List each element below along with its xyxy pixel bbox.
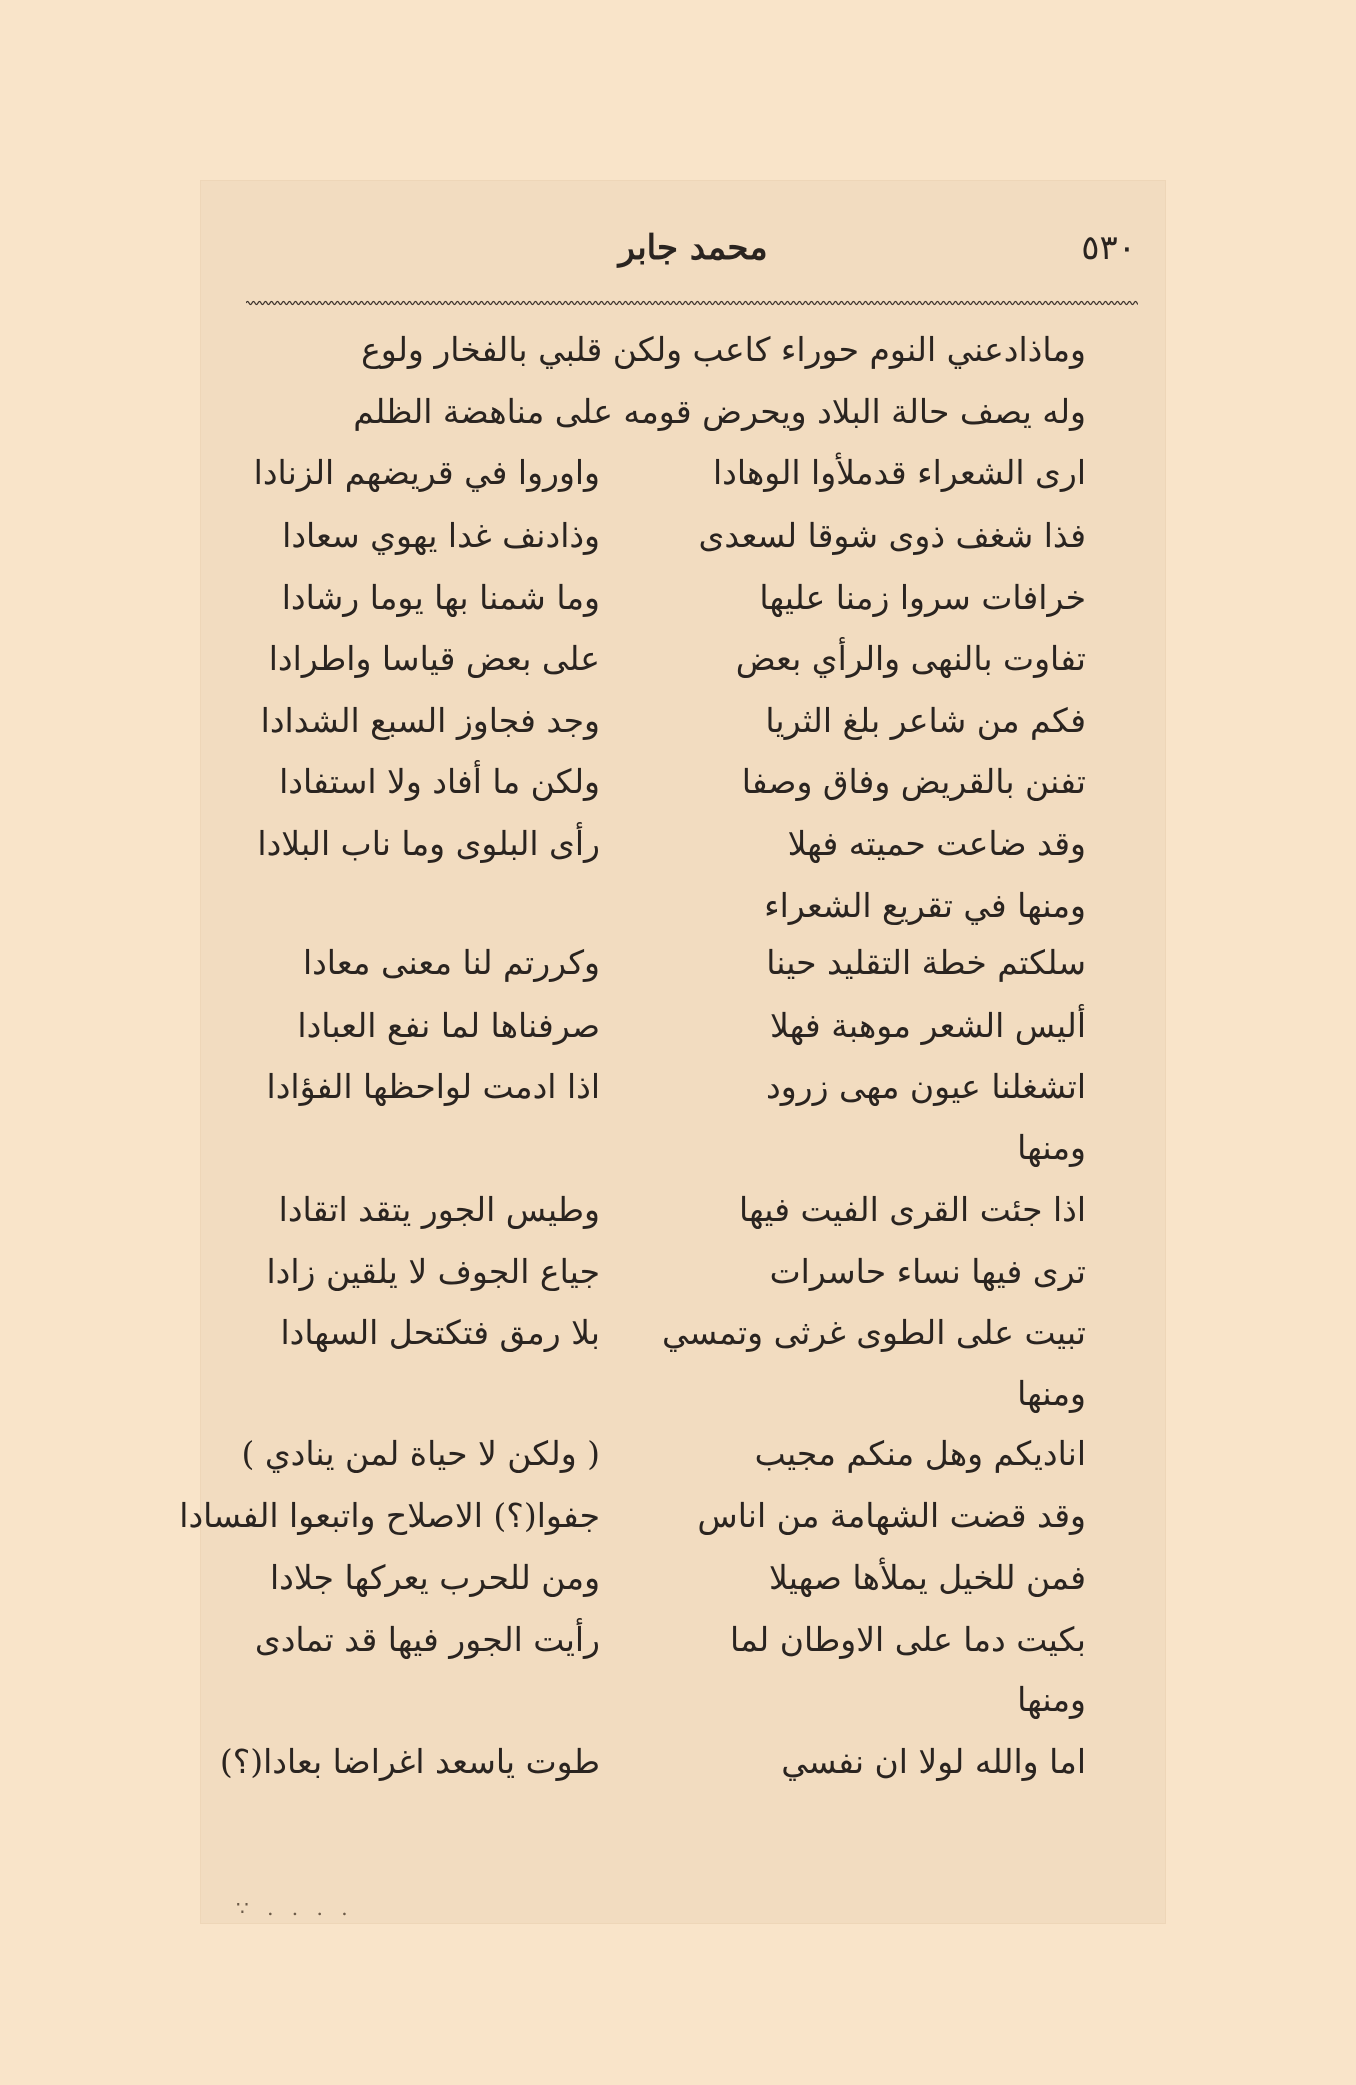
second-hemistich: وكررتم لنا معنى معادا: [302, 943, 600, 982]
full-line: [260, 320, 1086, 380]
section-heading: [260, 876, 1086, 936]
verse-line: [257, 814, 1086, 874]
first-hemistich: وقد قضت الشهامة من اناس: [697, 1496, 1086, 1535]
first-hemistich: سلكتم خطة التقليد حينا: [766, 943, 1086, 982]
second-hemistich: ( ولكن لا حياة لمن ينادي ): [241, 1434, 600, 1473]
verse-line: [241, 1424, 1086, 1484]
second-hemistich: رأيت الجور فيها قد تمادى: [254, 1620, 600, 1659]
verse-line: [260, 1242, 1086, 1302]
verse-line: [260, 629, 1086, 689]
book-page: [179, 180, 1166, 1924]
second-hemistich: وطيس الجور يتقد اتقادا: [278, 1190, 600, 1229]
section-heading: [260, 382, 1086, 442]
first-hemistich: اناديكم وهل منكم مجيب: [754, 1434, 1086, 1473]
first-hemistich: اذا جئت القرى الفيت فيها: [739, 1190, 1086, 1229]
verse-line: [260, 1180, 1086, 1240]
page-header: [250, 228, 1136, 278]
wavy-line: [246, 302, 1138, 305]
second-hemistich: بلا رمق فتكتحل السهادا: [280, 1313, 600, 1352]
verse-line: [260, 996, 1086, 1056]
second-hemistich: جياع الجوف لا يلقين زادا: [266, 1252, 600, 1291]
page-foot-mark: ∵ . . . .: [236, 1896, 354, 1920]
first-hemistich: ترى فيها نساء حاسرات: [769, 1252, 1086, 1291]
first-hemistich: اما والله لولا ان نفسي: [781, 1742, 1086, 1781]
section-heading: [260, 1118, 1086, 1178]
first-hemistich: تبيت على الطوى غرثى وتمسي: [661, 1313, 1086, 1352]
wavy-divider: [246, 298, 1138, 308]
line-text: وماذادعني النوم حوراء كاعب ولكن قلبي بالفخار ولوع: [361, 330, 1086, 369]
first-hemistich: تفنن بالقريض وفاق وصفا: [741, 762, 1086, 801]
heading-text: وله يصف حالة البلاد ويحرض قومه على مناهضة الظلم: [353, 392, 1086, 431]
second-hemistich: واوروا في قريضهم الزنادا: [253, 453, 600, 492]
first-hemistich: خرافات سروا زمنا عليها: [759, 578, 1086, 617]
verse-line: [253, 443, 1086, 503]
verse-line: [260, 1057, 1086, 1117]
second-hemistich: صرفناها لما نفع العبادا: [297, 1006, 600, 1045]
second-hemistich: ومن للحرب يعركها جلادا: [270, 1558, 600, 1597]
first-hemistich: تفاوت بالنهى والرأي بعض: [735, 639, 1086, 678]
second-hemistich: ولكن ما أفاد ولا استفادا: [279, 762, 600, 801]
first-hemistich: فذا شغف ذوى شوقا لسعدى: [698, 516, 1086, 555]
section-heading: [260, 1364, 1086, 1424]
second-hemistich: رأى البلوى وما ناب البلادا: [257, 824, 600, 863]
first-hemistich: أليس الشعر موهبة فهلا: [770, 1006, 1086, 1045]
verse-line: [260, 933, 1086, 993]
page-number: ٥٣٠: [1081, 228, 1136, 268]
verse-line: [260, 1548, 1086, 1608]
verse-line: [260, 568, 1086, 628]
first-hemistich: بكيت دما على الاوطان لما: [730, 1620, 1086, 1659]
section-heading: [260, 1670, 1086, 1730]
verse-line: [219, 1732, 1086, 1792]
second-hemistich: طوت ياسعد اغراضا بعادا(؟): [219, 1742, 600, 1781]
verse-line: [260, 1303, 1086, 1363]
second-hemistich: على بعض قياسا واطرادا: [268, 639, 600, 678]
heading-text: ومنها: [1017, 1128, 1086, 1167]
first-hemistich: فمن للخيل يملأها صهيلا: [769, 1558, 1086, 1597]
verse-line: [260, 691, 1086, 751]
first-hemistich: فكم من شاعر بلغ الثريا: [765, 701, 1086, 740]
running-title: محمد جابر: [618, 228, 768, 268]
verse-line: [260, 506, 1086, 566]
first-hemistich: اتشغلنا عيون مهى زرود: [766, 1067, 1086, 1106]
verse-line: [179, 1486, 1086, 1546]
verse-line: [254, 1610, 1086, 1670]
second-hemistich: جفوا(؟) الاصلاح واتبعوا الفسادا: [179, 1496, 600, 1535]
second-hemistich: وذادنف غدا يهوي سعادا: [282, 516, 600, 555]
first-hemistich: ارى الشعراء قدملأوا الوهادا: [712, 453, 1086, 492]
verse-line: [260, 752, 1086, 812]
second-hemistich: اذا ادمت لواحظها الفؤادا: [266, 1067, 600, 1106]
second-hemistich: وما شمنا بها يوما رشادا: [281, 578, 600, 617]
first-hemistich: وقد ضاعت حميته فهلا: [787, 824, 1086, 863]
heading-text: ومنها: [1017, 1374, 1086, 1413]
second-hemistich: وجد فجاوز السبع الشدادا: [260, 701, 600, 740]
heading-text: ومنها: [1017, 1680, 1086, 1719]
heading-text: ومنها في تقريع الشعراء: [764, 886, 1086, 925]
